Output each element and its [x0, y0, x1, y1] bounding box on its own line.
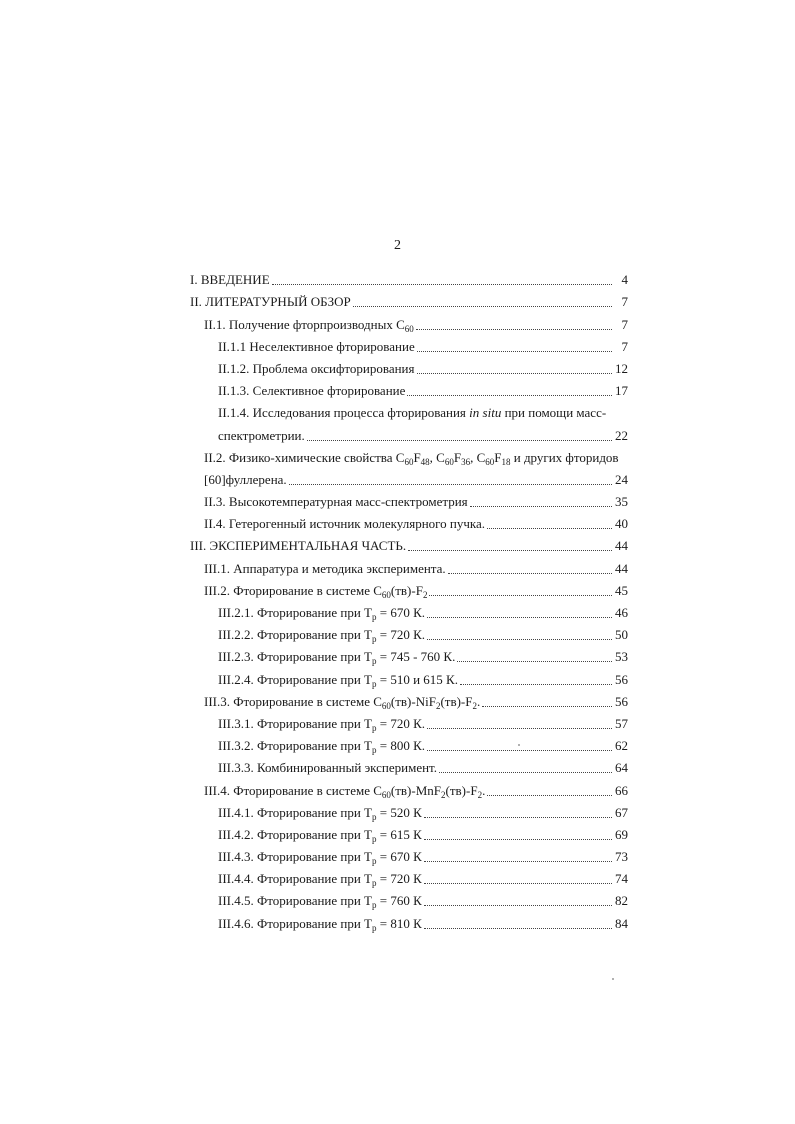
toc-entry-title [218, 672, 458, 688]
toc-title-fragment: III.2.4. Фторирование при Т [218, 671, 373, 687]
table-of-contents [190, 266, 628, 932]
toc-title-fragment: (тв)-MnF [390, 782, 442, 798]
toc-title-fragment: 60 [485, 456, 495, 467]
toc-title-fragment: II. ЛИТЕРАТУРНЫЙ ОБЗОР [190, 294, 351, 310]
toc-title-fragment: III.3.1. Фторирование при Т [218, 715, 373, 731]
toc-title-fragment: 60 [381, 589, 391, 600]
toc-entry-title [218, 827, 422, 843]
toc-entry-title [190, 294, 351, 310]
dot-leader [427, 638, 612, 640]
toc-entry-page: 67 [615, 804, 628, 820]
dot-leader [460, 683, 612, 685]
dot-leader [272, 283, 612, 285]
toc-title-fragment: = 720 К. [376, 715, 426, 731]
toc-entry-title [218, 893, 422, 909]
dot-leader [417, 350, 612, 352]
dot-leader [427, 749, 612, 751]
toc-title-fragment: 48 [420, 456, 430, 467]
toc-entry-title [218, 738, 425, 754]
toc-title-fragment: 18 [501, 456, 511, 467]
toc-entry [190, 665, 628, 687]
toc-entry-page: 64 [615, 760, 628, 776]
toc-title-fragment: р [372, 634, 377, 645]
toc-title-fragment: = 510 и 615 К. [376, 671, 458, 687]
toc-entry-title [204, 317, 414, 333]
toc-title-fragment: = 810 К [376, 915, 422, 931]
toc-entry-title [218, 361, 415, 377]
toc-entry [190, 421, 628, 443]
toc-title-fragment: III.3.2. Фторирование при Т [218, 738, 373, 754]
toc-entry [190, 688, 628, 710]
toc-entry [190, 399, 628, 421]
toc-title-fragment: F [413, 449, 421, 465]
toc-title-fragment: III. ЭКСПЕРИМЕНТАЛЬНАЯ ЧАСТЬ. [190, 538, 407, 554]
toc-entry-page: 82 [615, 893, 628, 909]
dot-leader [470, 505, 612, 507]
toc-entry-page: 74 [615, 871, 628, 887]
toc-entry [190, 266, 628, 288]
toc-entry-page: 17 [615, 383, 628, 399]
toc-title-fragment: р [372, 900, 377, 911]
toc-title-fragment: III.2.3. Фторирование при Т [218, 649, 373, 665]
toc-title-fragment: = 520 К [376, 804, 422, 820]
toc-title-fragment: 60 [404, 456, 414, 467]
toc-entry [190, 621, 628, 643]
toc-entry-page: 73 [615, 849, 628, 865]
toc-title-fragment: при помощи масс- [501, 405, 607, 421]
toc-title-fragment: 2 [477, 789, 483, 800]
toc-title-fragment: II.1.1 Неселективное фторирование [218, 338, 415, 354]
toc-entry-page: 50 [615, 627, 628, 643]
toc-entry [190, 288, 628, 310]
dot-leader [417, 372, 613, 374]
toc-entry-page: 69 [615, 826, 628, 842]
scan-speck [612, 978, 614, 980]
toc-title-fragment: III.4.4. Фторирование при Т [218, 871, 373, 887]
toc-title-fragment: = 720 К. [376, 627, 426, 643]
toc-entry [190, 333, 628, 355]
toc-entry-title [204, 694, 480, 710]
toc-title-fragment: 60 [381, 700, 391, 711]
toc-title-fragment: III.4.1. Фторирование при Т [218, 804, 373, 820]
toc-entry [190, 355, 628, 377]
toc-title-fragment: F [453, 449, 462, 465]
toc-entry-title [204, 450, 619, 466]
toc-entry-title [204, 494, 468, 510]
toc-title-fragment: р [372, 722, 377, 733]
toc-entry-title [204, 783, 485, 799]
toc-title-fragment: III.1. Аппаратура и методика эксперимента. [204, 560, 446, 576]
toc-title-fragment: (тв)-NiF [390, 693, 436, 709]
toc-entry [190, 510, 628, 532]
page-number: 2 [394, 238, 401, 253]
dot-leader [487, 794, 612, 796]
toc-entry [190, 599, 628, 621]
toc-title-fragment: р [372, 745, 377, 756]
toc-entry-page: 53 [615, 649, 628, 665]
toc-title-fragment: р [372, 811, 377, 822]
toc-title-fragment: II.2. Физико-химические свойства С [204, 449, 405, 465]
toc-title-fragment: = 720 К [376, 871, 422, 887]
toc-entry [190, 643, 628, 665]
toc-entry-page: 84 [615, 915, 628, 931]
toc-title-fragment: 2 [472, 700, 477, 711]
toc-title-fragment: р [372, 856, 377, 867]
toc-title-fragment: III.3.3. Комбинированный эксперимент. [218, 760, 438, 776]
toc-entry-title [218, 916, 422, 932]
toc-title-fragment: . [482, 782, 486, 798]
toc-title-fragment: 60 [381, 789, 391, 800]
toc-title-fragment: р [372, 678, 377, 689]
toc-title-fragment: II.1.2. Проблема оксифторирования [218, 360, 415, 376]
toc-entry [190, 732, 628, 754]
dot-leader [353, 305, 612, 307]
toc-entry-page: 12 [615, 360, 628, 376]
toc-entry-title [190, 272, 270, 288]
toc-title-fragment: = 800 К. [376, 738, 426, 754]
toc-title-fragment: = 745 - 760 К. [376, 649, 456, 665]
toc-entry-title [218, 605, 425, 621]
dot-leader [407, 394, 612, 396]
toc-title-fragment: спектрометрии. [218, 427, 305, 443]
toc-entry-title [218, 383, 405, 399]
toc-entry-page: 7 [621, 316, 628, 332]
toc-title-fragment: II.1.3. Селективное фторирование [218, 383, 406, 399]
toc-title-fragment: = 760 К [376, 893, 422, 909]
toc-title-fragment: . [477, 693, 481, 709]
toc-title-fragment: II.3. Высокотемпературная масс-спектрометрия [204, 494, 468, 510]
dot-leader [424, 816, 612, 818]
toc-title-fragment: (тв)-F [440, 693, 473, 709]
toc-entry-page: 66 [615, 782, 628, 798]
toc-title-fragment: III.2.2. Фторирование при Т [218, 627, 373, 643]
toc-title-fragment: р [372, 878, 377, 889]
toc-entry [190, 466, 628, 488]
toc-title-fragment: р [372, 833, 377, 844]
toc-entry-title [218, 428, 305, 444]
toc-title-fragment: 2 [435, 700, 441, 711]
toc-entry-page: 62 [615, 738, 628, 754]
toc-entry-title [204, 583, 427, 599]
toc-entry-title [218, 760, 437, 776]
toc-title-fragment: F [494, 449, 502, 465]
toc-entry-page: 22 [615, 427, 628, 443]
toc-title-fragment: in situ [469, 405, 502, 421]
toc-title-fragment: III.2. Фторирование в системе С [204, 582, 382, 598]
toc-entry-page: 44 [615, 538, 628, 554]
toc-title-fragment: р [372, 922, 377, 933]
toc-entry-page: 7 [621, 338, 628, 354]
toc-title-fragment: III.2.1. Фторирование при Т [218, 605, 373, 620]
toc-entry-title [218, 627, 425, 643]
toc-title-fragment: = 670 К [376, 849, 422, 865]
toc-title-fragment: [60]фуллерена. [204, 471, 287, 487]
toc-entry-page: 45 [615, 582, 628, 598]
toc-entry [190, 554, 628, 576]
toc-title-fragment: 60 [444, 456, 454, 467]
toc-title-fragment: и других фторидов [510, 449, 619, 465]
toc-entry-page: 44 [615, 560, 628, 576]
dot-leader [429, 594, 612, 596]
toc-entry [190, 799, 628, 821]
toc-title-fragment: 2 [422, 589, 428, 600]
dot-leader [424, 860, 612, 862]
toc-entry-page: 24 [615, 471, 628, 487]
toc-entry [190, 865, 628, 887]
dot-leader [408, 549, 612, 551]
toc-title-fragment: 60 [404, 323, 414, 334]
toc-title-fragment: III.4.5. Фторирование при Т [218, 893, 373, 909]
toc-entry [190, 843, 628, 865]
toc-entry-page: 56 [615, 671, 628, 687]
toc-title-fragment: (тв)-F [445, 782, 478, 798]
toc-entry-title [218, 805, 422, 821]
toc-entry [190, 310, 628, 332]
toc-title-fragment: III.4.3. Фторирование при Т [218, 849, 373, 865]
toc-entry-page: 40 [615, 516, 628, 532]
dot-leader [424, 927, 612, 929]
dot-leader [482, 705, 612, 707]
toc-entry-title [204, 472, 287, 488]
toc-title-fragment: III.3. Фторирование в системе С [204, 693, 382, 709]
toc-title-fragment: III.4. Фторирование в системе С [204, 782, 382, 798]
toc-title-fragment: II.4. Гетерогенный источник молекулярного пучка. [204, 516, 486, 532]
toc-title-fragment: I. ВВЕДЕНИЕ [190, 272, 270, 288]
toc-title-fragment: III.4.6. Фторирование при Т [218, 915, 373, 931]
toc-title-fragment: (тв)-F [390, 582, 423, 598]
dot-leader [289, 483, 612, 485]
toc-title-fragment: 36 [461, 456, 471, 467]
dot-leader [448, 572, 612, 574]
toc-entry [190, 444, 628, 466]
toc-title-fragment: III.4.2. Фторирование при Т [218, 826, 373, 842]
dot-leader [424, 882, 612, 884]
toc-entry [190, 488, 628, 510]
toc-entry-title [218, 849, 422, 865]
toc-title-fragment: 2 [441, 789, 446, 800]
toc-entry [190, 887, 628, 909]
toc-entry-title [204, 516, 485, 532]
dot-leader [457, 660, 612, 662]
toc-entry-title [218, 339, 415, 355]
toc-entry-page: 7 [621, 294, 628, 310]
toc-title-fragment: , C [470, 449, 486, 465]
dot-leader [427, 616, 612, 618]
toc-entry [190, 821, 628, 843]
scan-speck [518, 744, 520, 746]
toc-title-fragment: р [372, 656, 377, 667]
toc-entry-page: 57 [615, 715, 628, 731]
dot-leader [307, 439, 612, 441]
dot-leader [416, 328, 612, 330]
toc-entry-title [218, 405, 606, 421]
toc-entry [190, 577, 628, 599]
toc-entry-page: 46 [615, 605, 628, 620]
toc-title-fragment: II.1. Получение фторпроизводных С [204, 316, 405, 332]
toc-entry-page: 35 [615, 494, 628, 510]
toc-entry [190, 710, 628, 732]
toc-entry [190, 754, 628, 776]
toc-entry-page: 56 [615, 693, 628, 709]
dot-leader [427, 727, 612, 729]
dot-leader [439, 771, 612, 773]
toc-entry-title [218, 716, 425, 732]
toc-entry [190, 532, 628, 554]
toc-entry-page: 4 [621, 272, 628, 288]
toc-title-fragment: = 670 К. [376, 605, 426, 620]
toc-entry-title [204, 561, 446, 577]
toc-entry-title [190, 538, 406, 554]
toc-entry-title [218, 871, 422, 887]
toc-title-fragment: II.1.4. Исследования процесса фторирования [218, 405, 470, 421]
dot-leader [424, 904, 612, 906]
dot-leader [424, 838, 612, 840]
toc-title-fragment: = 615 К [376, 826, 422, 842]
dot-leader [487, 527, 612, 529]
toc-entry-title [218, 649, 455, 665]
toc-entry [190, 377, 628, 399]
toc-entry [190, 776, 628, 798]
toc-entry [190, 909, 628, 931]
toc-title-fragment: , C [429, 449, 445, 465]
toc-title-fragment: р [372, 612, 377, 622]
